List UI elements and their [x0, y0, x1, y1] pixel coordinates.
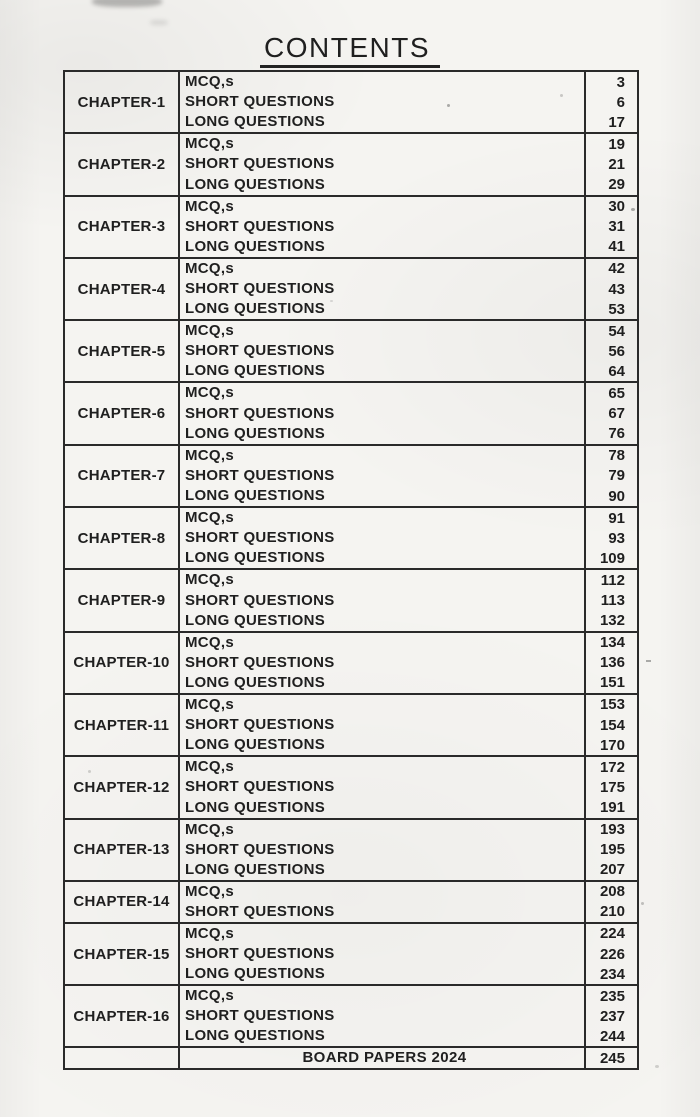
- page-number-cell: 30: [585, 196, 638, 217]
- table-row: [64, 382, 638, 403]
- page-number-cell: 65: [585, 382, 638, 403]
- page-number-cell: 132: [585, 611, 638, 632]
- chapter-cell: CHAPTER-3: [64, 196, 179, 258]
- contents-table-body: [64, 71, 638, 1069]
- page-number-cell: 42: [585, 258, 638, 279]
- page-number-cell: 193: [585, 819, 638, 840]
- page-number-cell: 56: [585, 341, 638, 361]
- scan-speck: [447, 104, 450, 107]
- topic-cell: MCQ,s: [179, 694, 585, 715]
- scan-smudge: [92, 0, 162, 7]
- page-number-cell: 153: [585, 694, 638, 715]
- page-number-cell: 237: [585, 1006, 638, 1026]
- topic-cell: LONG QUESTIONS: [185, 113, 326, 131]
- page-number-cell: 91: [585, 507, 638, 528]
- table-row: [64, 507, 638, 528]
- board-papers-label: BOARD PAPERS 2024: [179, 1047, 585, 1069]
- topic-cell: LONG QUESTIONS: [185, 860, 326, 878]
- topic-cell: MCQ,s: [179, 445, 585, 466]
- page-number-cell: 54: [585, 320, 638, 341]
- topic-cell: SHORT QUESTIONS: [185, 280, 335, 298]
- topic-cell: MCQ,s: [179, 382, 585, 403]
- page-number-cell: 78: [585, 445, 638, 466]
- topic-cell: MCQ,s: [179, 133, 585, 154]
- topic-cell: SHORT QUESTIONS: [185, 840, 335, 858]
- topic-cell: LONG QUESTIONS: [185, 549, 326, 567]
- chapter-cell: CHAPTER-7: [64, 445, 179, 507]
- scan-speck: [646, 660, 651, 662]
- table-row: [64, 133, 638, 154]
- chapter-cell-empty: [64, 1047, 179, 1069]
- topic-cell: MCQ,s: [179, 569, 585, 590]
- chapter-cell: CHAPTER-10: [64, 632, 179, 694]
- topic-cell: MCQ,s: [179, 258, 585, 279]
- topic-cell: MCQ,s: [179, 985, 585, 1006]
- topic-cell: SHORT QUESTIONS: [185, 716, 335, 734]
- topic-cell: MCQ,s: [179, 196, 585, 217]
- topic-cell: SHORT QUESTIONS: [185, 155, 335, 173]
- topic-cell: MCQ,s: [179, 632, 585, 653]
- page-number-cell: 21: [585, 154, 638, 174]
- topic-cell: LONG QUESTIONS: [185, 175, 326, 193]
- page-number-cell: 244: [585, 1026, 638, 1047]
- page-number-cell: 136: [585, 653, 638, 673]
- scan-speck: [330, 300, 333, 302]
- topic-cell: LONG QUESTIONS: [185, 611, 326, 629]
- page-number-cell: 53: [585, 299, 638, 320]
- scan-speck: [631, 208, 635, 211]
- topic-cell: SHORT QUESTIONS: [185, 217, 335, 235]
- page-number-cell: 109: [585, 548, 638, 569]
- topic-cell: LONG QUESTIONS: [185, 300, 326, 318]
- topic-cell: LONG QUESTIONS: [185, 965, 326, 983]
- page-number-cell: 3: [585, 71, 638, 92]
- table-row: [64, 632, 638, 653]
- chapter-cell: CHAPTER-11: [64, 694, 179, 756]
- chapter-cell: CHAPTER-15: [64, 923, 179, 985]
- page-number-cell: 195: [585, 840, 638, 860]
- table-row: [64, 196, 638, 217]
- table-row: [64, 881, 638, 902]
- table-row: [64, 923, 638, 944]
- topic-cell: MCQ,s: [179, 320, 585, 341]
- page-number-cell: 76: [585, 424, 638, 445]
- page-number-cell: 6: [585, 92, 638, 112]
- topic-cell: SHORT QUESTIONS: [185, 945, 335, 962]
- scan-speck: [655, 1065, 659, 1068]
- chapter-cell: CHAPTER-8: [64, 507, 179, 569]
- table-row: [64, 985, 638, 1006]
- scan-smudge: [150, 20, 168, 25]
- chapter-cell: CHAPTER-5: [64, 320, 179, 382]
- table-row: [64, 819, 638, 840]
- table-row: [64, 445, 638, 466]
- topic-cell: LONG QUESTIONS: [185, 237, 326, 255]
- table-row: [64, 71, 638, 92]
- page-number-cell: 208: [585, 881, 638, 902]
- contents-table: [63, 70, 639, 1070]
- topic-cell: SHORT QUESTIONS: [185, 778, 335, 796]
- topic-cell: SHORT QUESTIONS: [185, 93, 335, 111]
- scan-speck: [641, 902, 644, 905]
- table-row: [64, 569, 638, 590]
- page-number-cell: 234: [585, 964, 638, 985]
- page-number-cell: 17: [585, 112, 638, 133]
- page-title: CONTENTS: [260, 32, 440, 68]
- page-number-cell: 113: [585, 590, 638, 610]
- topic-cell: SHORT QUESTIONS: [185, 653, 335, 671]
- page-number-cell: 175: [585, 777, 638, 797]
- topic-cell: LONG QUESTIONS: [185, 736, 326, 754]
- page-number-cell: 226: [585, 944, 638, 964]
- page-number-cell: 31: [585, 217, 638, 237]
- page-number-cell: 19: [585, 133, 638, 154]
- table-row: [64, 258, 638, 279]
- page-number-cell: 245: [585, 1047, 638, 1069]
- table-row: [64, 694, 638, 715]
- topic-cell: MCQ,s: [179, 819, 585, 840]
- page-number-cell: 41: [585, 237, 638, 258]
- chapter-cell: CHAPTER-9: [64, 569, 179, 631]
- page-number-cell: 207: [585, 860, 638, 881]
- topic-cell: SHORT QUESTIONS: [185, 342, 335, 360]
- chapter-cell: CHAPTER-12: [64, 756, 179, 818]
- page-header: [0, 32, 700, 68]
- page-number-cell: 93: [585, 528, 638, 548]
- page-number-cell: 90: [585, 486, 638, 507]
- page-number-cell: 43: [585, 279, 638, 299]
- topic-cell: SHORT QUESTIONS: [185, 529, 335, 547]
- page-number-cell: 151: [585, 673, 638, 694]
- topic-cell: LONG QUESTIONS: [185, 1027, 326, 1045]
- page-number-cell: 134: [585, 632, 638, 653]
- chapter-cell: CHAPTER-13: [64, 819, 179, 881]
- page-number-cell: 154: [585, 715, 638, 735]
- page-number-cell: 29: [585, 175, 638, 196]
- page-number-cell: 224: [585, 923, 638, 944]
- chapter-cell: CHAPTER-1: [64, 71, 179, 133]
- topic-cell: SHORT QUESTIONS: [185, 1007, 335, 1025]
- page-number-cell: 67: [585, 403, 638, 423]
- page-number-cell: 172: [585, 756, 638, 777]
- topic-cell: LONG QUESTIONS: [185, 362, 326, 380]
- topic-cell: LONG QUESTIONS: [185, 424, 326, 442]
- topic-cell: MCQ,s: [179, 881, 585, 902]
- topic-cell: MCQ,s: [179, 756, 585, 777]
- scan-speck: [88, 770, 91, 773]
- page-number-cell: 210: [585, 902, 638, 923]
- topic-cell: MCQ,s: [179, 923, 585, 944]
- chapter-cell: CHAPTER-14: [64, 881, 179, 923]
- topic-cell: MCQ,s: [179, 507, 585, 528]
- page-number-cell: 191: [585, 798, 638, 819]
- topic-cell: SHORT QUESTIONS: [185, 902, 335, 920]
- table-row: [64, 320, 638, 341]
- topic-cell: LONG QUESTIONS: [185, 798, 326, 816]
- page-number-cell: 170: [585, 735, 638, 756]
- chapter-cell: CHAPTER-6: [64, 382, 179, 444]
- page-number-cell: 64: [585, 361, 638, 382]
- topic-cell: LONG QUESTIONS: [185, 673, 326, 691]
- topic-cell: SHORT QUESTIONS: [185, 466, 335, 484]
- chapter-cell: CHAPTER-4: [64, 258, 179, 320]
- topic-cell: MCQ,s: [179, 71, 585, 92]
- page-number-cell: 112: [585, 569, 638, 590]
- chapter-cell: CHAPTER-16: [64, 985, 179, 1047]
- board-papers-row: [64, 1047, 638, 1069]
- topic-cell: LONG QUESTIONS: [185, 487, 326, 505]
- chapter-cell: CHAPTER-2: [64, 133, 179, 195]
- table-row: [64, 756, 638, 777]
- scan-speck: [560, 94, 563, 97]
- page-number-cell: 79: [585, 466, 638, 486]
- topic-cell: SHORT QUESTIONS: [185, 404, 335, 422]
- topic-cell: SHORT QUESTIONS: [185, 591, 335, 609]
- page-number-cell: 235: [585, 985, 638, 1006]
